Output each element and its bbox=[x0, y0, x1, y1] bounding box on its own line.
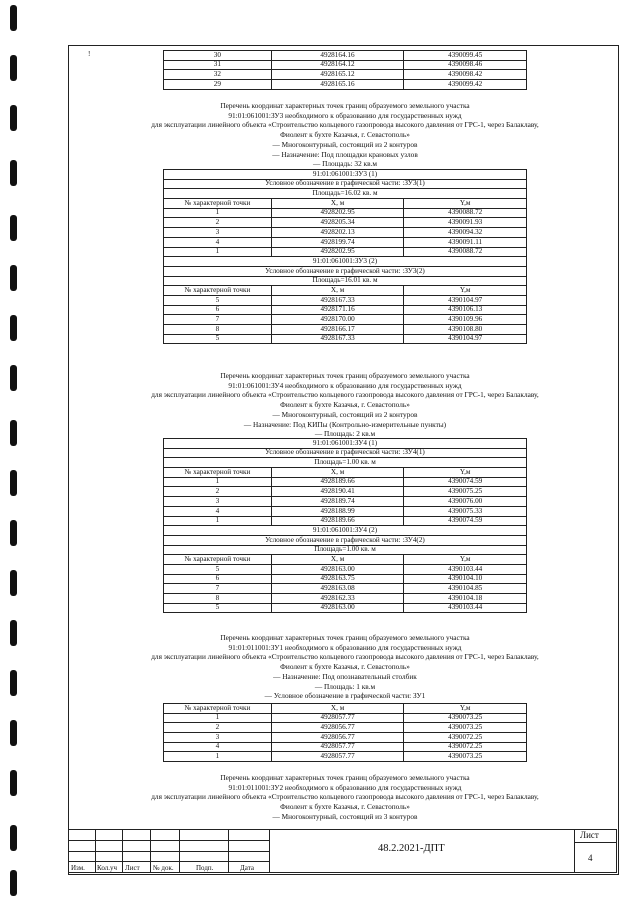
x-coordinate-cell: 4928056.77 bbox=[271, 723, 404, 733]
y-coordinate-cell: 4390074.59 bbox=[404, 477, 527, 487]
binder-hole bbox=[10, 265, 17, 291]
binder-hole bbox=[10, 105, 17, 131]
y-coordinate-cell: 4390088.72 bbox=[404, 247, 527, 257]
table-caption-row bbox=[164, 266, 527, 276]
column-header: Y,м bbox=[404, 286, 527, 296]
binder-hole bbox=[10, 570, 17, 596]
x-coordinate-cell: 4928163.08 bbox=[271, 584, 404, 594]
binder-hole bbox=[10, 365, 17, 391]
margin-mark: ! bbox=[88, 50, 91, 58]
label-izm: Изм. bbox=[71, 864, 85, 872]
table-header-row bbox=[164, 286, 527, 296]
zu1-coordinates-table bbox=[163, 703, 527, 762]
table-row bbox=[164, 742, 527, 752]
y-coordinate-cell: 4390106.13 bbox=[404, 305, 527, 315]
table-row bbox=[164, 733, 527, 743]
x-coordinate-cell: 4928164.12 bbox=[271, 60, 404, 70]
table-row bbox=[164, 487, 527, 497]
table-caption-row bbox=[164, 439, 527, 449]
intro-line: Перечень координат характерных точек границ образуемого земельного участка bbox=[220, 101, 470, 110]
x-coordinate-cell: 4928164.16 bbox=[271, 51, 404, 61]
intro-line: Перечень координат характерных точек границ образуемого земельного участка bbox=[220, 633, 470, 642]
x-coordinate-cell: 4928190.41 bbox=[271, 487, 404, 497]
point-number-cell: 5 bbox=[164, 603, 272, 613]
table-row bbox=[164, 247, 527, 257]
zu4-intro bbox=[90, 371, 600, 439]
table-row bbox=[164, 506, 527, 516]
intro-line: Фиолент к бухте Казачья, г. Севастополь» bbox=[280, 802, 410, 812]
y-coordinate-cell: 4390099.42 bbox=[404, 80, 527, 90]
contour-designation: Условное обозначение в графической части: :ЗУ3(2) bbox=[164, 266, 527, 276]
y-coordinate-cell: 4390103.44 bbox=[404, 564, 527, 574]
intro-line: для эксплуатации линейного объекта «Строительство кольцевого газопровода высокого давления от ГРС-1, через Балаклаву, bbox=[151, 792, 539, 802]
table-row bbox=[164, 315, 527, 325]
table-row bbox=[164, 218, 527, 228]
intro-line: — Площадь: 1 кв.м bbox=[314, 681, 376, 691]
point-number-cell: 1 bbox=[164, 516, 272, 526]
sheet-number: 4 bbox=[588, 853, 593, 863]
binder-hole bbox=[10, 215, 17, 241]
column-header: Y,м bbox=[404, 468, 527, 478]
binder-hole bbox=[10, 770, 17, 796]
label-signature: Подп. bbox=[196, 864, 214, 872]
x-coordinate-cell: 4928171.16 bbox=[271, 305, 404, 315]
contour-title: 91:01:061001:ЗУ4 (1) bbox=[164, 439, 527, 449]
zu3-coordinates-table bbox=[163, 169, 527, 344]
x-coordinate-cell: 4928163.00 bbox=[271, 564, 404, 574]
binder-hole bbox=[10, 720, 17, 746]
table-caption-row bbox=[164, 458, 527, 468]
point-number-cell: 3 bbox=[164, 733, 272, 743]
intro-line: 91:01:011001:ЗУ1 необходимого к образованию для государственных нужд bbox=[228, 642, 462, 652]
table-row bbox=[164, 70, 527, 80]
table-row bbox=[164, 603, 527, 613]
column-header: № характерной точки bbox=[164, 199, 272, 209]
x-coordinate-cell: 4928167.33 bbox=[271, 334, 404, 344]
table-row bbox=[164, 713, 527, 723]
point-number-cell: 32 bbox=[164, 70, 272, 80]
contour-area: Площадь=16.01 кв. м bbox=[164, 276, 527, 286]
y-coordinate-cell: 4390104.97 bbox=[404, 334, 527, 344]
binder-hole bbox=[10, 160, 17, 186]
x-coordinate-cell: 4928165.12 bbox=[271, 70, 404, 80]
x-coordinate-cell: 4928202.13 bbox=[271, 228, 404, 238]
point-number-cell: 7 bbox=[164, 315, 272, 325]
binder-strip bbox=[0, 0, 28, 905]
zu1-intro bbox=[90, 633, 600, 701]
table-row bbox=[164, 477, 527, 487]
intro-line: — Многоконтурный, состоящий из 2 контуров bbox=[272, 139, 418, 149]
x-coordinate-cell: 4928057.77 bbox=[271, 742, 404, 752]
y-coordinate-cell: 4390098.42 bbox=[404, 70, 527, 80]
label-doc-number: № док. bbox=[153, 864, 174, 872]
table-row bbox=[164, 497, 527, 507]
table-caption-row bbox=[164, 189, 527, 199]
y-coordinate-cell: 4390088.72 bbox=[404, 208, 527, 218]
table-caption-row bbox=[164, 170, 527, 180]
point-number-cell: 2 bbox=[164, 487, 272, 497]
revision-row bbox=[68, 851, 270, 862]
table-caption-row bbox=[164, 535, 527, 545]
table-header-row bbox=[164, 704, 527, 714]
binder-hole bbox=[10, 620, 17, 646]
x-coordinate-cell: 4928163.75 bbox=[271, 574, 404, 584]
y-coordinate-cell: 4390075.33 bbox=[404, 506, 527, 516]
x-coordinate-cell: 4928057.77 bbox=[271, 713, 404, 723]
point-number-cell: 30 bbox=[164, 51, 272, 61]
table-row bbox=[164, 574, 527, 584]
point-number-cell: 8 bbox=[164, 325, 272, 335]
intro-line: 91:01:011001:ЗУ2 необходимого к образованию для государственных нужд bbox=[228, 782, 462, 792]
binder-hole bbox=[10, 670, 17, 696]
column-header: X, м bbox=[271, 704, 404, 714]
table-caption-row bbox=[164, 276, 527, 286]
column-header: Y,м bbox=[404, 555, 527, 565]
y-coordinate-cell: 4390104.18 bbox=[404, 594, 527, 604]
point-number-cell: 3 bbox=[164, 228, 272, 238]
intro-line: — Многоконтурный, состоящий из 2 контуров bbox=[272, 409, 418, 419]
zu2-intro bbox=[90, 773, 600, 822]
intro-line: для эксплуатации линейного объекта «Строительство кольцевого газопровода высокого давления от ГРС-1, через Балаклаву, bbox=[151, 390, 539, 400]
y-coordinate-cell: 4390091.11 bbox=[404, 237, 527, 247]
x-coordinate-cell: 4928057.77 bbox=[271, 752, 404, 762]
table-row bbox=[164, 237, 527, 247]
column-header: № характерной точки bbox=[164, 286, 272, 296]
table-header-row bbox=[164, 555, 527, 565]
sheet-label: Лист bbox=[580, 830, 599, 840]
y-coordinate-cell: 4390074.59 bbox=[404, 516, 527, 526]
x-coordinate-cell: 4928189.66 bbox=[271, 516, 404, 526]
point-number-cell: 3 bbox=[164, 497, 272, 507]
intro-line: — Условное обозначение в графической части: ЗУ1 bbox=[264, 691, 426, 701]
table-row bbox=[164, 51, 527, 61]
y-coordinate-cell: 4390076.00 bbox=[404, 497, 527, 507]
coordinates-table-continued bbox=[163, 50, 527, 90]
point-number-cell: 31 bbox=[164, 60, 272, 70]
binder-hole bbox=[10, 520, 17, 546]
intro-line: Фиолент к бухте Казачья, г. Севастополь» bbox=[280, 400, 410, 410]
point-number-cell: 1 bbox=[164, 752, 272, 762]
contour-area: Площадь=16.02 кв. м bbox=[164, 189, 527, 199]
table-row bbox=[164, 228, 527, 238]
binder-hole bbox=[10, 870, 17, 896]
point-number-cell: 2 bbox=[164, 723, 272, 733]
table-header-row bbox=[164, 199, 527, 209]
table-row bbox=[164, 305, 527, 315]
y-coordinate-cell: 4390108.80 bbox=[404, 325, 527, 335]
point-number-cell: 4 bbox=[164, 237, 272, 247]
y-coordinate-cell: 4390104.85 bbox=[404, 584, 527, 594]
y-coordinate-cell: 4390073.25 bbox=[404, 723, 527, 733]
y-coordinate-cell: 4390073.25 bbox=[404, 752, 527, 762]
intro-line: — Площадь: 2 кв.м bbox=[314, 429, 376, 439]
point-number-cell: 4 bbox=[164, 742, 272, 752]
y-coordinate-cell: 4390104.97 bbox=[404, 295, 527, 305]
point-number-cell: 5 bbox=[164, 564, 272, 574]
intro-line: — Назначение: Под КИПы (Контрольно-измерительные пункты) bbox=[243, 419, 447, 429]
x-coordinate-cell: 4928163.00 bbox=[271, 603, 404, 613]
y-coordinate-cell: 4390091.93 bbox=[404, 218, 527, 228]
contour-title: 91:01:061001:ЗУ3 (2) bbox=[164, 257, 527, 267]
column-header: X, м bbox=[271, 555, 404, 565]
binder-hole bbox=[10, 5, 17, 31]
point-number-cell: 4 bbox=[164, 506, 272, 516]
table-row bbox=[164, 295, 527, 305]
point-number-cell: 1 bbox=[164, 247, 272, 257]
x-coordinate-cell: 4928170.00 bbox=[271, 315, 404, 325]
title-block bbox=[68, 829, 617, 873]
point-number-cell: 29 bbox=[164, 80, 272, 90]
table-row bbox=[164, 752, 527, 762]
table-header-row bbox=[164, 468, 527, 478]
table-row bbox=[164, 208, 527, 218]
y-coordinate-cell: 4390072.25 bbox=[404, 742, 527, 752]
intro-line: Фиолент к бухте Казачья, г. Севастополь» bbox=[280, 662, 410, 672]
x-coordinate-cell: 4928056.77 bbox=[271, 733, 404, 743]
intro-line: 91:01:061001:ЗУ3 необходимого к образованию для государственных нужд bbox=[228, 110, 462, 120]
column-header: № характерной точки bbox=[164, 555, 272, 565]
y-coordinate-cell: 4390073.25 bbox=[404, 713, 527, 723]
x-coordinate-cell: 4928205.34 bbox=[271, 218, 404, 228]
x-coordinate-cell: 4928189.74 bbox=[271, 497, 404, 507]
x-coordinate-cell: 4928166.17 bbox=[271, 325, 404, 335]
point-number-cell: 5 bbox=[164, 334, 272, 344]
intro-line: — Многоконтурный, состоящий из 3 контуров bbox=[272, 811, 418, 821]
column-header: X, м bbox=[271, 199, 404, 209]
column-header: № характерной точки bbox=[164, 704, 272, 714]
x-coordinate-cell: 4928162.33 bbox=[271, 594, 404, 604]
point-number-cell: 1 bbox=[164, 477, 272, 487]
point-number-cell: 6 bbox=[164, 574, 272, 584]
label-date: Дата bbox=[240, 864, 254, 872]
x-coordinate-cell: 4928199.74 bbox=[271, 237, 404, 247]
point-number-cell: 1 bbox=[164, 208, 272, 218]
point-number-cell: 1 bbox=[164, 713, 272, 723]
table-caption-row bbox=[164, 545, 527, 555]
table-row bbox=[164, 584, 527, 594]
intro-line: — Площадь: 32 кв.м bbox=[313, 159, 377, 169]
table-caption-row bbox=[164, 179, 527, 189]
x-coordinate-cell: 4928202.95 bbox=[271, 208, 404, 218]
binder-hole bbox=[10, 825, 17, 851]
point-number-cell: 5 bbox=[164, 295, 272, 305]
column-header: Y,м bbox=[404, 704, 527, 714]
document-code: 48.2.2021-ДПТ bbox=[378, 843, 445, 854]
zu3-intro bbox=[90, 101, 600, 169]
table-caption-row bbox=[164, 526, 527, 536]
y-coordinate-cell: 4390104.10 bbox=[404, 574, 527, 584]
point-number-cell: 6 bbox=[164, 305, 272, 315]
y-coordinate-cell: 4390094.32 bbox=[404, 228, 527, 238]
y-coordinate-cell: 4390072.25 bbox=[404, 733, 527, 743]
contour-title: 91:01:061001:ЗУ3 (1) bbox=[164, 170, 527, 180]
column-header: X, м bbox=[271, 468, 404, 478]
intro-line: для эксплуатации линейного объекта «Строительство кольцевого газопровода высокого давления от ГРС-1, через Балаклаву, bbox=[151, 120, 539, 130]
table-row bbox=[164, 334, 527, 344]
column-header: № характерной точки bbox=[164, 468, 272, 478]
column-header: Y,м bbox=[404, 199, 527, 209]
table-row bbox=[164, 60, 527, 70]
binder-hole bbox=[10, 315, 17, 341]
table-caption-row bbox=[164, 257, 527, 267]
table-row bbox=[164, 723, 527, 733]
point-number-cell: 7 bbox=[164, 584, 272, 594]
contour-area: Площадь=1.00 кв. м bbox=[164, 458, 527, 468]
label-list: Лист bbox=[125, 864, 140, 872]
column-header: X, м bbox=[271, 286, 404, 296]
table-row bbox=[164, 594, 527, 604]
x-coordinate-cell: 4928188.99 bbox=[271, 506, 404, 516]
contour-designation: Условное обозначение в графической части: :ЗУ4(2) bbox=[164, 535, 527, 545]
contour-designation: Условное обозначение в графической части: :ЗУ4(1) bbox=[164, 448, 527, 458]
intro-line: Перечень координат характерных точек границ образуемого земельного участка bbox=[220, 773, 470, 782]
x-coordinate-cell: 4928189.66 bbox=[271, 477, 404, 487]
binder-hole bbox=[10, 420, 17, 446]
table-row bbox=[164, 80, 527, 90]
table-caption-row bbox=[164, 448, 527, 458]
intro-line: 91:01:061001:ЗУ4 необходимого к образованию для государственных нужд bbox=[228, 380, 462, 390]
intro-line: Фиолент к бухте Казачья, г. Севастополь» bbox=[280, 130, 410, 140]
table-row bbox=[164, 516, 527, 526]
x-coordinate-cell: 4928165.16 bbox=[271, 80, 404, 90]
label-kol-uch: Кол.уч bbox=[97, 864, 117, 872]
y-coordinate-cell: 4390075.25 bbox=[404, 487, 527, 497]
table-row bbox=[164, 325, 527, 335]
intro-line: — Назначение: Под опознавательный столбик bbox=[273, 671, 417, 681]
point-number-cell: 8 bbox=[164, 594, 272, 604]
x-coordinate-cell: 4928202.95 bbox=[271, 247, 404, 257]
contour-title: 91:01:061001:ЗУ4 (2) bbox=[164, 526, 527, 536]
y-coordinate-cell: 4390109.96 bbox=[404, 315, 527, 325]
contour-designation: Условное обозначение в графической части: :ЗУ3(1) bbox=[164, 179, 527, 189]
intro-line: Перечень координат характерных точек границ образуемого земельного участка bbox=[220, 371, 470, 380]
binder-hole bbox=[10, 55, 17, 81]
y-coordinate-cell: 4390103.44 bbox=[404, 603, 527, 613]
table-row bbox=[164, 564, 527, 574]
y-coordinate-cell: 4390099.45 bbox=[404, 51, 527, 61]
x-coordinate-cell: 4928167.33 bbox=[271, 295, 404, 305]
intro-line: для эксплуатации линейного объекта «Строительство кольцевого газопровода высокого давления от ГРС-1, через Балаклаву, bbox=[151, 652, 539, 662]
point-number-cell: 2 bbox=[164, 218, 272, 228]
binder-hole bbox=[10, 470, 17, 496]
zu4-coordinates-table bbox=[163, 438, 527, 613]
y-coordinate-cell: 4390098.46 bbox=[404, 60, 527, 70]
contour-area: Площадь=1.00 кв. м bbox=[164, 545, 527, 555]
intro-line: — Назначение: Под площадки крановых узлов bbox=[272, 149, 418, 159]
